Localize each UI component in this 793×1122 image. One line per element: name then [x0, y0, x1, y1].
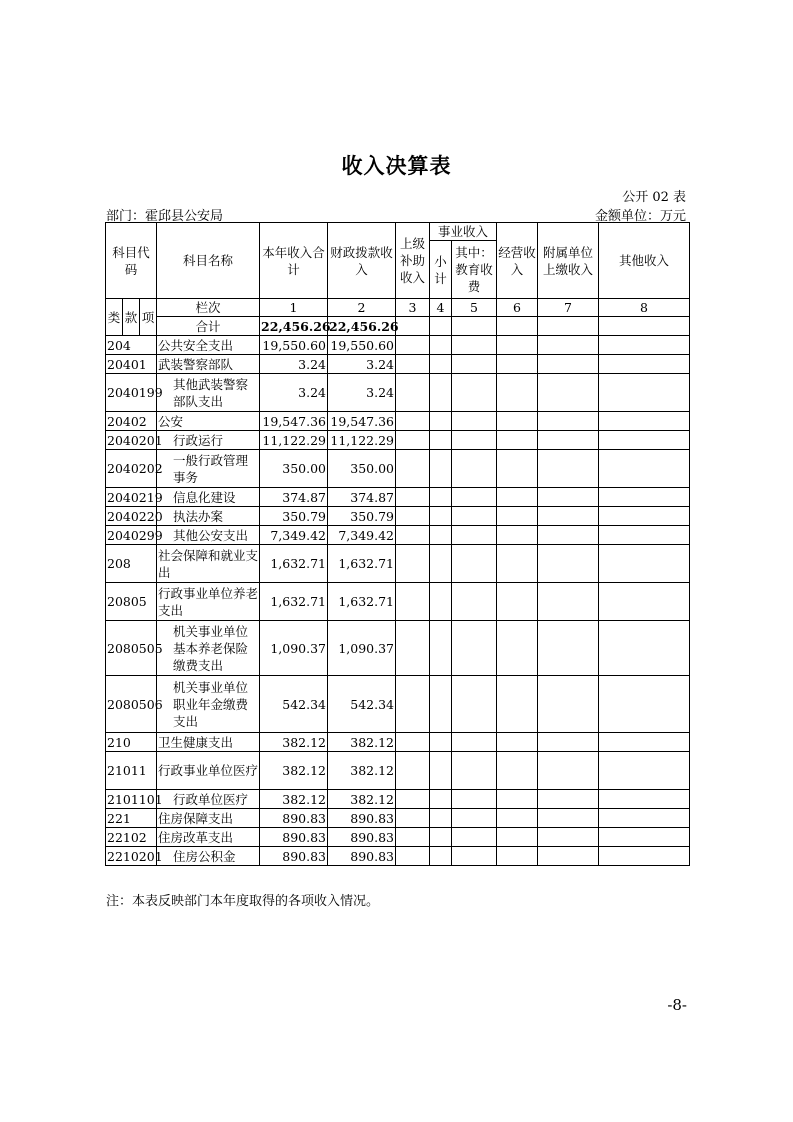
total-income-value: 382.12: [260, 790, 328, 809]
subject-name: 公安: [157, 412, 260, 431]
page-number: -8-: [667, 996, 687, 1014]
empty-cell: [430, 621, 452, 676]
header-lei: 类: [106, 299, 123, 336]
empty-cell: [452, 507, 497, 526]
empty-cell: [396, 790, 430, 809]
empty-cell: [452, 488, 497, 507]
empty-cell: [538, 847, 599, 866]
col-number-2: 2: [328, 299, 396, 317]
header-edu-fee: 其中：教育收费: [452, 241, 497, 299]
fiscal-value: 382.12: [328, 733, 396, 752]
col-number-4: 4: [430, 299, 452, 317]
subject-name: 武装警察部队: [157, 355, 260, 374]
empty-cell: [497, 545, 538, 583]
header-kuan: 款: [123, 299, 140, 336]
empty-cell: [599, 545, 690, 583]
empty-cell: [497, 488, 538, 507]
empty-cell: [497, 809, 538, 828]
empty-cell: [396, 431, 430, 450]
total-income-value: 3.24: [260, 355, 328, 374]
empty-cell: [497, 621, 538, 676]
header-other: 其他收入: [599, 223, 690, 299]
col-number-3: 3: [396, 299, 430, 317]
empty-cell: [497, 526, 538, 545]
col-number-7: 7: [538, 299, 599, 317]
empty-cell: [452, 828, 497, 847]
subject-code: 20402: [106, 412, 157, 431]
empty-cell: [396, 336, 430, 355]
subject-name: 社会保障和就业支出: [157, 545, 260, 583]
empty-cell: [452, 790, 497, 809]
empty-cell: [599, 355, 690, 374]
subject-code: 2040202: [106, 450, 157, 488]
empty-cell: [396, 828, 430, 847]
col-number-8: 8: [599, 299, 690, 317]
empty-cell: [538, 752, 599, 790]
fiscal-value: 542.34: [328, 676, 396, 733]
table-note: 注：本表反映部门本年度取得的各项收入情况。: [106, 894, 380, 909]
empty-cell: [430, 507, 452, 526]
empty-cell: [452, 809, 497, 828]
empty-cell: [599, 336, 690, 355]
subject-code: 2080506: [106, 676, 157, 733]
empty-cell: [538, 412, 599, 431]
fiscal-value: 890.83: [328, 828, 396, 847]
empty-cell: [599, 752, 690, 790]
fiscal-value: 1,632.71: [328, 545, 396, 583]
total-income-value: 382.12: [260, 752, 328, 790]
empty-cell: [599, 790, 690, 809]
total-income-value: 3.24: [260, 374, 328, 412]
subject-code: 21011: [106, 752, 157, 790]
empty-cell: [538, 488, 599, 507]
table-row: [106, 507, 690, 526]
empty-cell: [599, 450, 690, 488]
empty-cell: [430, 733, 452, 752]
income-final-accounts-table: [105, 222, 690, 866]
page-title: 收入决算表: [341, 153, 452, 178]
empty-cell: [599, 583, 690, 621]
empty-cell: [396, 355, 430, 374]
empty-cell: [396, 733, 430, 752]
subject-code: 2080505: [106, 621, 157, 676]
table-row: [106, 809, 690, 828]
fiscal-value: 382.12: [328, 752, 396, 790]
empty-cell: [396, 488, 430, 507]
empty-cell: [599, 431, 690, 450]
empty-cell: [497, 336, 538, 355]
empty-cell: [452, 317, 497, 336]
fiscal-value: 890.83: [328, 847, 396, 866]
empty-cell: [396, 412, 430, 431]
empty-cell: [452, 733, 497, 752]
empty-cell: [430, 374, 452, 412]
form-number: 公开 02 表: [622, 190, 686, 205]
empty-cell: [497, 317, 538, 336]
empty-cell: [538, 621, 599, 676]
total-income-value: 19,547.36: [260, 412, 328, 431]
subject-code: 210: [106, 733, 157, 752]
total-income-value: 1,632.71: [260, 545, 328, 583]
subject-code: 2210201: [107, 848, 163, 864]
header-code: 科目代码: [106, 223, 157, 299]
subject-name: 机关事业单位职业年金缴费支出: [157, 676, 260, 733]
empty-cell: [599, 847, 690, 866]
table-row: [106, 583, 690, 621]
fiscal-value: 11,122.29: [328, 431, 396, 450]
empty-cell: [538, 374, 599, 412]
empty-cell: [430, 526, 452, 545]
empty-cell: [430, 412, 452, 431]
empty-cell: [452, 355, 497, 374]
subject-code: 204: [106, 336, 157, 355]
total-income-value: 1,632.71: [260, 583, 328, 621]
empty-cell: [497, 450, 538, 488]
empty-cell: [538, 355, 599, 374]
subject-name: 其他公安支出: [157, 526, 260, 545]
empty-cell: [599, 809, 690, 828]
empty-cell: [538, 828, 599, 847]
empty-cell: [599, 526, 690, 545]
empty-cell: [396, 676, 430, 733]
empty-cell: [452, 545, 497, 583]
subject-name: 行政事业单位医疗: [157, 752, 260, 790]
subject-name: 卫生健康支出: [157, 733, 260, 752]
table-row: [106, 847, 690, 866]
empty-cell: [396, 450, 430, 488]
total-income-value: 890.83: [260, 809, 328, 828]
table-row: [106, 733, 690, 752]
empty-cell: [396, 545, 430, 583]
table-row: [106, 431, 690, 450]
empty-cell: [538, 431, 599, 450]
header-name: 科目名称: [157, 223, 260, 299]
fiscal-value: 1,632.71: [328, 583, 396, 621]
total-income-value: 374.87: [260, 488, 328, 507]
subject-name: 行政运行: [157, 431, 260, 450]
empty-cell: [430, 809, 452, 828]
subject-code: 2040220: [107, 508, 163, 524]
empty-cell: [538, 507, 599, 526]
empty-cell: [497, 583, 538, 621]
header-subtotal: 小计: [430, 241, 452, 299]
subject-name: 住房保障支出: [157, 809, 260, 828]
total-income-value: 1,090.37: [260, 621, 328, 676]
empty-cell: [396, 752, 430, 790]
total-income-value: 22,456.26: [261, 318, 331, 334]
table-row: [106, 450, 690, 488]
subject-name: 其他武装警察部队支出: [157, 374, 260, 412]
empty-cell: [430, 752, 452, 790]
empty-cell: [430, 583, 452, 621]
empty-cell: [599, 733, 690, 752]
empty-cell: [452, 374, 497, 412]
empty-cell: [497, 507, 538, 526]
empty-cell: [452, 412, 497, 431]
empty-cell: [452, 336, 497, 355]
fiscal-value: 890.83: [328, 809, 396, 828]
table-row: [106, 545, 690, 583]
empty-cell: [538, 676, 599, 733]
fiscal-value: 350.00: [328, 450, 396, 488]
table-row: [106, 752, 690, 790]
empty-cell: [430, 431, 452, 450]
empty-cell: [452, 526, 497, 545]
empty-cell: [497, 412, 538, 431]
subject-name: 信息化建设: [157, 488, 260, 507]
empty-cell: [396, 847, 430, 866]
header-lanci: 栏次: [157, 299, 260, 317]
total-income-value: 19,550.60: [260, 336, 328, 355]
fiscal-value: 7,349.42: [328, 526, 396, 545]
empty-cell: [497, 374, 538, 412]
empty-cell: [497, 676, 538, 733]
empty-cell: [396, 507, 430, 526]
empty-cell: [452, 450, 497, 488]
subject-name: 一般行政管理事务: [157, 450, 260, 488]
empty-cell: [599, 374, 690, 412]
fiscal-value: 1,090.37: [328, 621, 396, 676]
subject-name: 机关事业单位基本养老保险缴费支出: [157, 621, 260, 676]
empty-cell: [430, 317, 452, 336]
empty-cell: [452, 752, 497, 790]
header-operating: 经营收入: [497, 223, 538, 299]
subject-code: 22102: [106, 828, 157, 847]
empty-cell: [430, 488, 452, 507]
empty-cell: [599, 412, 690, 431]
fiscal-value: 19,550.60: [328, 336, 396, 355]
subject-code: 2040201: [107, 432, 163, 448]
column-number-row: [106, 299, 690, 317]
empty-cell: [599, 676, 690, 733]
header-total-income: 本年收入合计: [260, 223, 328, 299]
empty-cell: [430, 355, 452, 374]
table-row: [106, 790, 690, 809]
header-row-1: [106, 223, 690, 241]
empty-cell: [396, 809, 430, 828]
total-income-value: 350.00: [260, 450, 328, 488]
header-superior: 上级补助收入: [396, 223, 430, 299]
empty-cell: [538, 583, 599, 621]
total-income-value: 382.12: [260, 733, 328, 752]
empty-cell: [452, 847, 497, 866]
empty-cell: [452, 431, 497, 450]
table-row: [106, 412, 690, 431]
subject-name: 行政事业单位养老支出: [157, 583, 260, 621]
subject-code: 20401: [106, 355, 157, 374]
col-number-5: 5: [452, 299, 497, 317]
total-income-value: 350.79: [260, 507, 328, 526]
empty-cell: [396, 621, 430, 676]
empty-cell: [497, 355, 538, 374]
empty-cell: [538, 450, 599, 488]
col-number-6: 6: [497, 299, 538, 317]
empty-cell: [396, 374, 430, 412]
subject-name: 住房公积金: [157, 847, 260, 866]
empty-cell: [430, 676, 452, 733]
table-row: [106, 488, 690, 507]
empty-cell: [396, 583, 430, 621]
empty-cell: [430, 450, 452, 488]
fiscal-value: 382.12: [328, 790, 396, 809]
empty-cell: [430, 790, 452, 809]
header-affiliated: 附属单位上缴收入: [538, 223, 599, 299]
subject-code: 221: [106, 809, 157, 828]
table-row: [106, 355, 690, 374]
empty-cell: [497, 847, 538, 866]
subject-name: 住房改革支出: [157, 828, 260, 847]
empty-cell: [452, 621, 497, 676]
empty-cell: [538, 336, 599, 355]
subject-code: 2040199: [106, 374, 157, 412]
total-income-value: 7,349.42: [260, 526, 328, 545]
empty-cell: [497, 752, 538, 790]
subject-code: 2040299: [107, 527, 163, 543]
empty-cell: [599, 507, 690, 526]
subject-name: 行政单位医疗: [157, 790, 260, 809]
empty-cell: [538, 733, 599, 752]
fiscal-value: 3.24: [328, 355, 396, 374]
fiscal-value: 3.24: [328, 374, 396, 412]
empty-cell: [599, 828, 690, 847]
department-label: 部门：霍邱县公安局: [106, 209, 224, 224]
col-number-1: 1: [260, 299, 328, 317]
empty-cell: [599, 488, 690, 507]
subject-code: 20805: [106, 583, 157, 621]
total-income-value: 890.83: [260, 828, 328, 847]
empty-cell: [430, 828, 452, 847]
empty-cell: [497, 431, 538, 450]
subject-code: 2040219: [107, 489, 163, 505]
total-income-value: 11,122.29: [260, 431, 328, 450]
total-income-value: 542.34: [260, 676, 328, 733]
table-row: [106, 374, 690, 412]
empty-cell: [497, 733, 538, 752]
header-xiang: 项: [140, 299, 157, 336]
empty-cell: [599, 317, 690, 336]
empty-cell: [538, 317, 599, 336]
table-row: [106, 336, 690, 355]
empty-cell: [538, 809, 599, 828]
table-row: [106, 676, 690, 733]
fiscal-value: 19,547.36: [328, 412, 396, 431]
empty-cell: [497, 828, 538, 847]
header-fiscal: 财政拨款收入: [328, 223, 396, 299]
fiscal-value: 374.87: [328, 488, 396, 507]
total-income-value: 890.83: [260, 847, 328, 866]
empty-cell: [538, 526, 599, 545]
subject-name: 执法办案: [157, 507, 260, 526]
empty-cell: [396, 526, 430, 545]
empty-cell: [497, 790, 538, 809]
empty-cell: [452, 583, 497, 621]
empty-cell: [538, 545, 599, 583]
empty-cell: [538, 790, 599, 809]
table-row: [106, 526, 690, 545]
table-row: [106, 621, 690, 676]
empty-cell: [430, 336, 452, 355]
total-label: 合计: [157, 317, 260, 336]
empty-cell: [599, 621, 690, 676]
fiscal-value: 350.79: [328, 507, 396, 526]
total-row: [106, 317, 690, 336]
empty-cell: [430, 847, 452, 866]
empty-cell: [396, 317, 430, 336]
amount-unit-label: 金额单位：万元: [594, 209, 686, 224]
total-fiscal-value: 22,456.26: [329, 318, 399, 334]
subject-code: 2101101: [107, 791, 163, 807]
subject-name: 公共安全支出: [157, 336, 260, 355]
empty-cell: [430, 545, 452, 583]
header-business-income: 事业收入: [430, 223, 497, 241]
subject-code: 208: [106, 545, 157, 583]
table-row: [106, 828, 690, 847]
empty-cell: [452, 676, 497, 733]
